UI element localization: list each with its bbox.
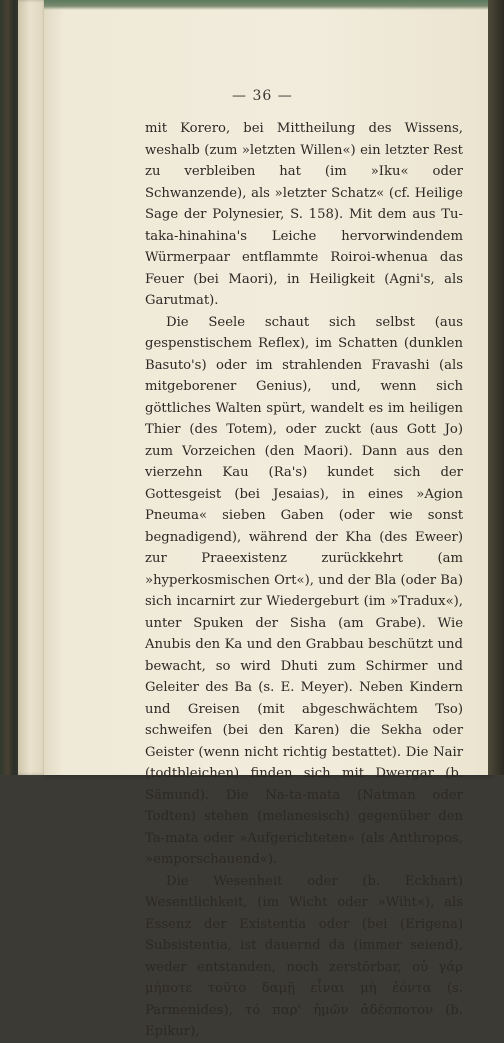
page-top-edge — [44, 0, 490, 10]
page-number: — 36 — — [232, 88, 293, 104]
paragraph-2: Die Seele schaut sich selbst (aus gespenstischem Reflex), im Schatten (dunklen Basuto's) oder im strahlenden Fravashi (als mitgeborener Genius), und, wenn sich göttliches Walten spürt, wandelt es im heiligen Thier (des Totem), oder zuckt (aus Gott Jo) zum Vorzeichen (den Maori). Dann aus den vierzehn Kau (Ra's) kundet sich der Gottesgeist (bei Jesaias), in eines »Agion Pneuma« sieben Gaben (oder wie sonst begnadigend), während der Kha (des Eweer) zur Praeexistenz zurückkehrt (am »hyperkosmischen Ort«), und der Bla (oder Ba) sich incarnirt zur Wiedergeburt (im »Tradux«), unter Spuken der Sisha (am Grabe). Wie Anubis den Ka und den Grabbau beschützt und bewacht, so wird Dhuti zum Schirmer und Geleiter des Ba (s. E. Meyer). Neben Kindern und Greisen (mit abgeschwächtem Tso) schweifen (bei den Karen) die Sekha oder Geister (wenn nicht richtig bestattet). Die Nair (todtbleichen) finden sich mit Dwergar (b. Sämund). Die Na-ta-mata (Natman oder Todten) stehen (melanesisch) gegenüber den Ta-mata oder »Aufgerichteten« (als Anthropos, »emporschauend«). — [145, 314, 463, 867]
page-body — [145, 118, 463, 1043]
book-cover-edge — [488, 0, 504, 775]
paragraph-3: Die Wesenheit oder (b. Eckhart) Wesentlichkeit, (im Wicht oder »Wiht«), als Essenz der Existentia oder (bei (Erigena) Subsistentia, ist dauernd da (immer seiend), weder entstanden, noch zerstörbar, οὐ γάρ μήποτε τοῦτο δαμῇ εἶναι μὴ ἐόντα (s. Parmenides), τό παρ' ἡμῶν ἀδέσποτον (b. Epikur), — [145, 873, 463, 1039]
paragraph-1: mit Korero, bei Mittheilung des Wissens, weshalb (zum »letzten Willen«) ein letzter Rest zu verbleiben hat (im »Iku« oder Schwanzende), als »letzter Schatz« (cf. Heilige Sage der Polynesier, S. 158). Mit dem aus Tu-taka-hinahina's Leiche hervorwindendem Würmerpaar entflammte Roiroi-whenua das Feuer (bei Maori), in Heiligkeit (Agni's, als Garutmat). — [145, 121, 463, 308]
